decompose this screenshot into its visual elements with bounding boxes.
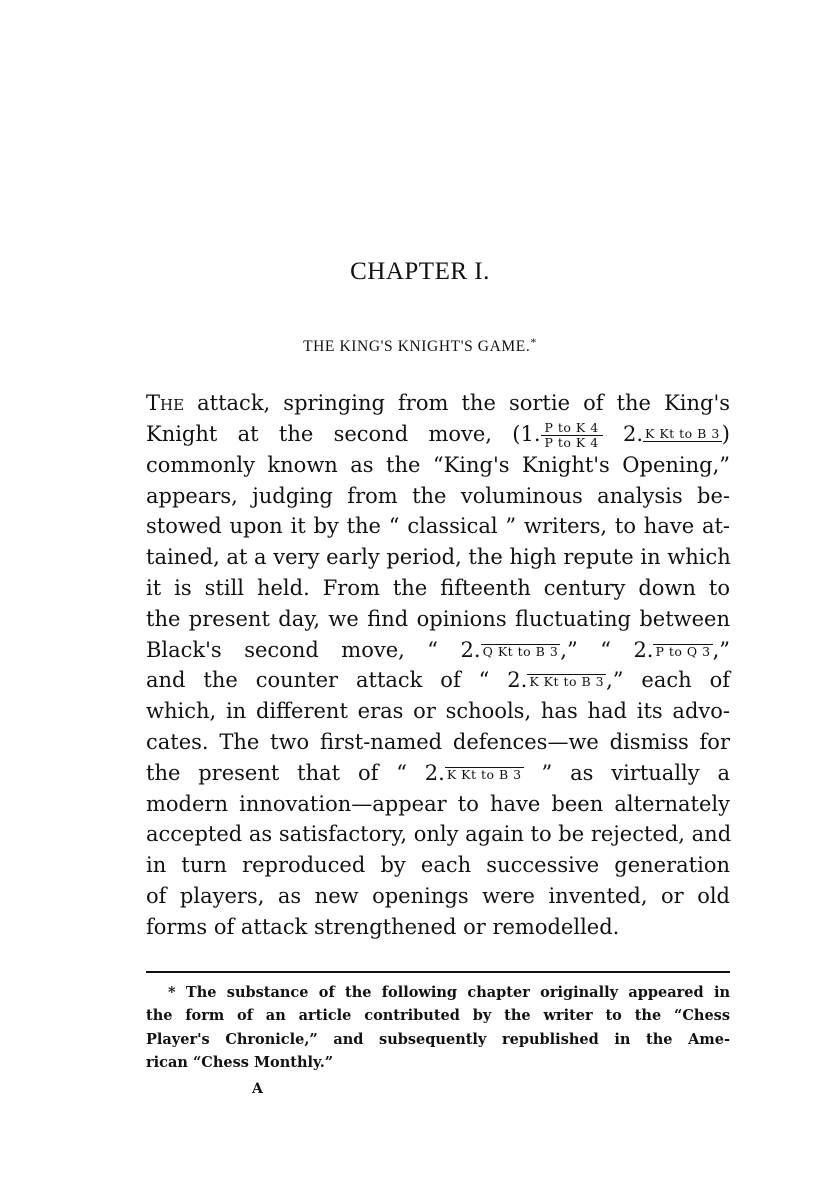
- white-move-second: K Kt to B 3: [645, 425, 720, 441]
- body-line: [146, 635, 730, 666]
- footnote-marker: *: [530, 335, 537, 349]
- text-span: attack, springing from the sortie of the King's: [184, 391, 730, 415]
- text-span: ,” each of: [606, 668, 730, 693]
- text-span: Knight at the second move, (1.: [146, 421, 541, 446]
- text-span: ): [721, 421, 730, 446]
- body-line: [146, 665, 730, 696]
- body-line: the present day, we find opinions fluctuating between: [146, 606, 730, 631]
- text-span: ,”: [712, 637, 730, 662]
- footnote: [146, 981, 730, 1074]
- lead-word: The: [146, 391, 185, 415]
- body-line: in turn reproduced by each successive generation: [146, 853, 730, 878]
- footnote-line: Player's Chronicle,” and subsequently republished in the Ame-: [146, 1030, 730, 1048]
- text-span: 2.: [602, 421, 644, 446]
- defence-move: K Kt to B 3: [529, 674, 605, 690]
- signature-mark: A: [252, 1081, 263, 1097]
- defence-move: P to Q 3: [655, 643, 711, 659]
- body-line: it is still held. From the fifteenth century down to: [146, 575, 730, 600]
- defence-move: K Kt to B 3: [446, 766, 522, 782]
- white-move: P to K 4: [544, 419, 599, 435]
- body-line: forms of attack strengthened or remodelled.: [146, 914, 620, 939]
- footnote-line: rican “Chess Monthly.”: [146, 1053, 334, 1071]
- chapter-title: CHAPTER I.: [350, 258, 490, 285]
- defence-move: Q Kt to B 3: [482, 643, 559, 659]
- text-span: ,” “ 2.: [560, 637, 654, 662]
- text-span: and the counter attack of “ 2.: [146, 668, 528, 693]
- move-fraction: [541, 421, 603, 450]
- subtitle-text: THE KING'S KNIGHT'S GAME.: [303, 338, 531, 355]
- text-span: ” as virtually a: [523, 760, 730, 785]
- body-line: cates. The two first-named defences—we dismiss for: [146, 729, 730, 754]
- text-span: Black's second move, “ 2.: [146, 637, 481, 662]
- body-line: of players, as new openings were invented, or old: [146, 883, 730, 908]
- body-line: which, in different eras or schools, has had its advo-: [146, 699, 730, 724]
- footnote-line: the form of an article contributed by the writer to the “Chess: [146, 1007, 730, 1025]
- body-paragraph: [146, 388, 730, 943]
- body-line: [146, 758, 730, 789]
- body-line: stowed upon it by the “ classical ” writers, to have at-: [146, 514, 730, 539]
- body-line: appears, judging from the voluminous analysis be-: [146, 483, 730, 508]
- body-line: accepted as satisfactory, only again to be rejected, and: [146, 822, 732, 847]
- body-line: commonly known as the “King's Knight's Opening,”: [146, 452, 730, 477]
- chapter-subtitle: [0, 335, 840, 356]
- body-line: [146, 388, 730, 419]
- footnote-line: * The substance of the following chapter originally appeared in: [168, 984, 730, 1001]
- body-line: tained, at a very early period, the high repute in which: [146, 545, 731, 570]
- body-line: [146, 419, 730, 450]
- body-line: modern innovation—appear to have been alternately: [146, 791, 730, 816]
- footnote-rule: [146, 971, 730, 973]
- text-span: the present that of “ 2.: [146, 760, 445, 785]
- black-move: P to K 4: [541, 435, 603, 450]
